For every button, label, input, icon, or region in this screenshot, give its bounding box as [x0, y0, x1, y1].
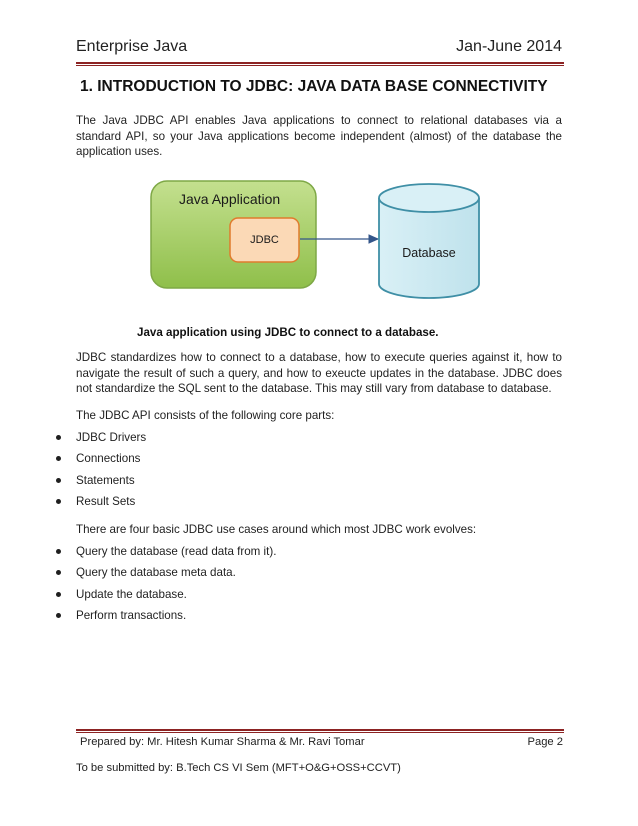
list-item: [0, 587, 638, 608]
list-item-text: Query the database meta data.: [76, 566, 236, 580]
core-parts-intro: The JDBC API consists of the following core parts:: [76, 409, 335, 422]
list-item: [0, 451, 638, 472]
list-item-text: Perform transactions.: [76, 608, 187, 622]
use-cases-list: [0, 544, 638, 629]
header-date: Jan-June 2014: [456, 38, 562, 55]
list-item: [0, 608, 638, 629]
bullet-icon: [56, 478, 61, 483]
bullet-icon: [56, 456, 61, 461]
bullet-icon: [56, 549, 61, 554]
figure-caption: Java application using JDBC to connect to a database.: [137, 326, 439, 339]
header-rule: [76, 62, 564, 64]
footer-rule-thin: [76, 732, 564, 733]
list-item-text: Statements: [76, 473, 135, 487]
header-title: Enterprise Java: [76, 38, 188, 55]
list-item-text: Query the database (read data from it).: [76, 545, 277, 558]
list-item: [0, 494, 638, 515]
bullet-icon: [56, 570, 61, 575]
list-item: [0, 565, 638, 586]
list-item-text: Update the database.: [76, 587, 187, 601]
intro-paragraph: The Java JDBC API enables Java applications to connect to relational databases via a standard API, so your Java applications become independent (almost) of the database the application uses.: [76, 114, 562, 158]
page-footer: [80, 736, 563, 748]
jdbc-architecture-diagram: [150, 178, 495, 300]
jdbc-standardizes-paragraph: JDBC standardizes how to connect to a database, how to execute queries against it, how to navigate the result of such a query, and how to exeucte updates in the database. JDBC does not standardize the SQL sent to the database. This may still vary from database to database.: [76, 351, 562, 395]
jdbc-label: JDBC: [250, 234, 279, 246]
list-item-text: Result Sets: [76, 494, 136, 508]
core-parts-list: [0, 430, 638, 515]
header-rule-thin: [76, 65, 564, 66]
prepared-by: Prepared by: Mr. Hitesh Kumar Sharma & Mr. Ravi Tomar: [80, 736, 365, 748]
page-header: [76, 38, 562, 58]
list-item: [0, 430, 638, 451]
submitted-by: To be submitted by: B.Tech CS VI Sem (MFT+O&G+OSS+CCVT): [76, 762, 401, 774]
footer-rule: [76, 729, 564, 731]
java-application-label: Java Application: [179, 191, 281, 207]
use-cases-intro: There are four basic JDBC use cases around which most JDBC work evolves:: [76, 523, 477, 536]
bullet-icon: [56, 499, 61, 504]
list-item-text: Connections: [76, 452, 141, 466]
bullet-icon: [56, 435, 61, 440]
bullet-icon: [56, 592, 61, 597]
page-number: Page 2: [527, 736, 563, 748]
list-item: [0, 473, 638, 494]
bullet-icon: [56, 613, 61, 618]
section-title: 1. INTRODUCTION TO JDBC: JAVA DATA BASE CONNECTIVITY: [80, 78, 548, 95]
list-item-text: JDBC Drivers: [76, 431, 147, 444]
database-label: Database: [402, 246, 456, 260]
database-cylinder: [379, 184, 479, 298]
list-item: [0, 544, 638, 565]
